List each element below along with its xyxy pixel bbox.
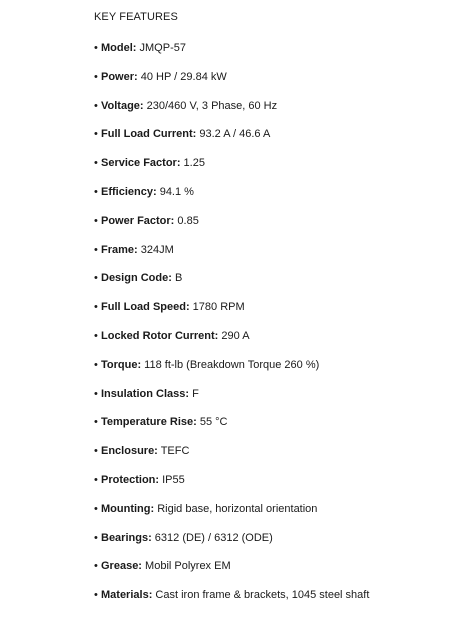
feature-item-frame: [94, 243, 454, 257]
bullet-icon: •: [94, 185, 98, 198]
feature-item-voltage: [94, 99, 454, 113]
feature-item-enclosure: [94, 444, 454, 458]
feature-value: Cast iron frame & brackets, 1045 steel shaft: [152, 589, 370, 602]
feature-item-power-factor: [94, 214, 454, 228]
feature-value: 0.85: [174, 214, 199, 227]
feature-label: Protection:: [101, 473, 160, 486]
feature-label: Frame:: [101, 243, 138, 256]
feature-value: 93.2 A / 46.6 A: [196, 128, 271, 141]
feature-label: Power Factor:: [101, 214, 175, 227]
feature-value: F: [189, 387, 199, 400]
feature-value: 40 HP / 29.84 kW: [137, 70, 227, 83]
feature-item-locked-rotor-current: [94, 329, 454, 343]
feature-label: Locked Rotor Current:: [101, 329, 219, 342]
feature-value: 290 A: [218, 329, 250, 342]
feature-item-mounting: [94, 502, 454, 516]
bullet-icon: •: [94, 301, 98, 314]
feature-value: Rigid base, horizontal orientation: [154, 502, 318, 515]
bullet-icon: •: [94, 157, 98, 170]
feature-item-materials: [94, 588, 454, 602]
feature-value: 118 ft-lb (Breakdown Torque 260 %): [141, 358, 320, 371]
feature-item-insulation-class: [94, 387, 454, 401]
bullet-icon: •: [94, 243, 98, 256]
bullet-icon: •: [94, 445, 98, 458]
feature-value: 6312 (DE) / 6312 (ODE): [151, 531, 273, 544]
bullet-icon: •: [94, 214, 98, 227]
feature-item-power: [94, 70, 454, 84]
feature-value: 55 °C: [196, 416, 228, 429]
feature-label: Power:: [101, 70, 138, 83]
feature-label: Bearings:: [101, 531, 152, 544]
feature-label: Enclosure:: [101, 445, 158, 458]
feature-label: Design Code:: [101, 272, 172, 285]
feature-label: Temperature Rise:: [101, 416, 197, 429]
bullet-icon: •: [94, 272, 98, 285]
feature-value: TEFC: [157, 445, 190, 458]
feature-label: Materials:: [101, 589, 153, 602]
feature-value: 1.25: [180, 157, 205, 170]
feature-item-model: [94, 41, 454, 55]
feature-item-protection: [94, 473, 454, 487]
feature-label: Mounting:: [101, 502, 155, 515]
feature-item-grease: [94, 559, 454, 573]
feature-list: [94, 41, 454, 602]
bullet-icon: •: [94, 560, 98, 573]
feature-label: Grease:: [101, 560, 142, 573]
feature-item-efficiency: [94, 185, 454, 199]
feature-label: Model:: [101, 42, 137, 54]
bullet-icon: •: [94, 358, 98, 371]
bullet-icon: •: [94, 70, 98, 83]
bullet-icon: •: [94, 329, 98, 342]
feature-label: Torque:: [101, 358, 142, 371]
feature-label: Insulation Class:: [101, 387, 190, 400]
feature-item-design-code: [94, 271, 454, 285]
bullet-icon: •: [94, 99, 98, 112]
feature-value: 94.1 %: [156, 185, 194, 198]
feature-value: IP55: [159, 473, 185, 486]
feature-item-temperature-rise: [94, 415, 454, 429]
feature-value: 324JM: [137, 243, 174, 256]
section-title: KEY FEATURES: [94, 11, 178, 23]
feature-value: JMQP-57: [136, 42, 186, 54]
feature-value: Mobil Polyrex EM: [141, 560, 231, 573]
feature-label: Full Load Speed:: [101, 301, 190, 314]
bullet-icon: •: [94, 416, 98, 429]
key-features-section: [94, 10, 454, 617]
feature-value: 230/460 V, 3 Phase, 60 Hz: [143, 99, 278, 112]
bullet-icon: •: [94, 42, 98, 54]
feature-item-torque: [94, 358, 454, 372]
bullet-icon: •: [94, 502, 98, 515]
bullet-icon: •: [94, 128, 98, 141]
feature-value: 1780 RPM: [189, 301, 245, 314]
feature-label: Service Factor:: [101, 157, 181, 170]
feature-item-service-factor: [94, 156, 454, 170]
bullet-icon: •: [94, 531, 98, 544]
bullet-icon: •: [94, 473, 98, 486]
feature-value: B: [171, 272, 183, 285]
feature-label: Efficiency:: [101, 185, 157, 198]
feature-item-bearings: [94, 531, 454, 545]
feature-label: Full Load Current:: [101, 128, 197, 141]
feature-item-full-load-speed: [94, 300, 454, 314]
feature-item-full-load-current: [94, 127, 454, 141]
feature-label: Voltage:: [101, 99, 144, 112]
bullet-icon: •: [94, 387, 98, 400]
bullet-icon: •: [94, 589, 98, 602]
